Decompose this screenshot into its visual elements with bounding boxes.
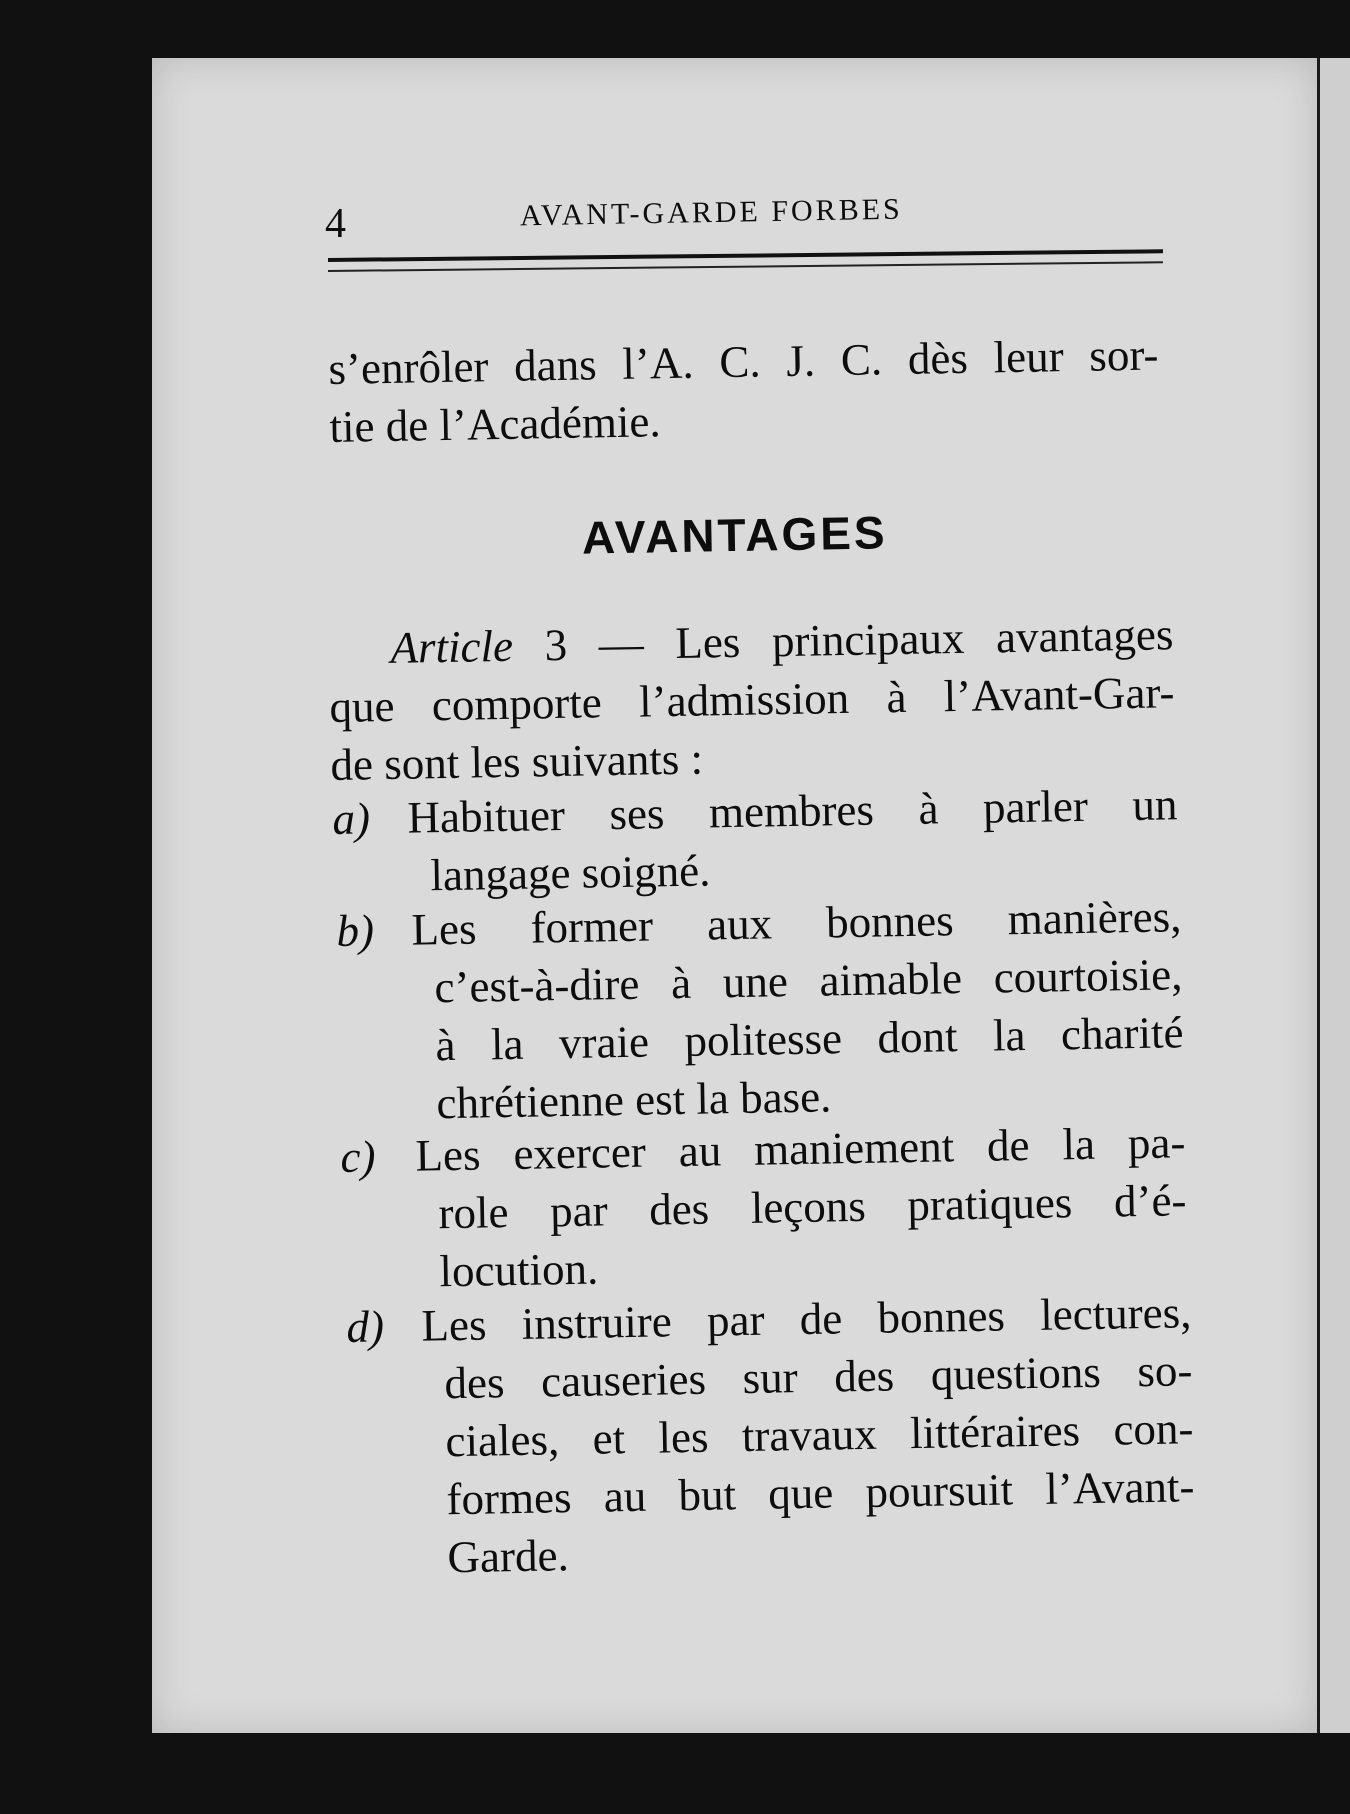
item-b-body: [411, 887, 1185, 1132]
item-a-line-1: Habituer ses membres à parler un: [407, 779, 1178, 843]
list-item-a: [332, 775, 1179, 906]
intro-paragraph: [328, 326, 1160, 456]
list-item-c: [340, 1113, 1188, 1302]
article-label: Article: [390, 620, 514, 673]
item-a-body: [407, 775, 1179, 904]
item-d-body: [421, 1283, 1196, 1586]
item-letter-a: a): [332, 793, 371, 844]
running-title: AVANT-GARDE FORBES: [519, 192, 903, 233]
article-line-1-text: 3 — Les principaux avantages: [512, 609, 1174, 671]
item-b-line-3: à la vraie politesse dont la charité: [435, 1007, 1184, 1071]
item-d-line-1: Les instruire par de bonnes lectures,: [421, 1287, 1192, 1351]
list-item-b: [336, 887, 1185, 1134]
item-b-line-2: c’est-à-dire à une aimable courtoisie,: [434, 949, 1183, 1013]
item-d-line-5: Garde.: [447, 1530, 570, 1583]
article-line-2: que comporte l’admission à l’Avant-Gar-: [329, 667, 1175, 732]
page-number: 4: [325, 201, 346, 247]
item-c-line-1: Les exercer au maniement de la pa-: [415, 1117, 1186, 1181]
article-line-3: de sont les suivants :: [330, 733, 704, 790]
item-d-line-4: formes au but que poursuit l’Avant-: [446, 1461, 1195, 1525]
item-d-line-3: ciales, et les travaux littéraires con-: [445, 1403, 1194, 1467]
item-a-line-2: langage soigné.: [430, 845, 711, 901]
item-b-line-4: chrétienne est la base.: [436, 1071, 832, 1129]
item-b-line-1: Les former aux bonnes manières,: [411, 891, 1182, 955]
item-letter-d: d): [346, 1301, 385, 1352]
item-c-line-2: role par des leçons pratiques d’é-: [438, 1175, 1187, 1239]
section-heading: AVANTAGES: [581, 506, 888, 564]
item-d-line-2: des causeries sur des questions so-: [444, 1345, 1193, 1409]
item-letter-b: b): [336, 905, 375, 956]
facing-page-edge: [1317, 58, 1350, 1733]
item-c-body: [415, 1113, 1188, 1300]
item-letter-c: c): [340, 1131, 376, 1182]
article-paragraph: [328, 605, 1176, 794]
page-gutter: [1317, 58, 1320, 1733]
intro-line-1: s’enrôler dans l’A. C. J. C. dès leur sor-: [328, 329, 1159, 394]
intro-line-2: tie de l’Académie.: [329, 396, 661, 452]
item-c-line-3: locution.: [439, 1243, 599, 1297]
list-item-d: [346, 1283, 1196, 1588]
